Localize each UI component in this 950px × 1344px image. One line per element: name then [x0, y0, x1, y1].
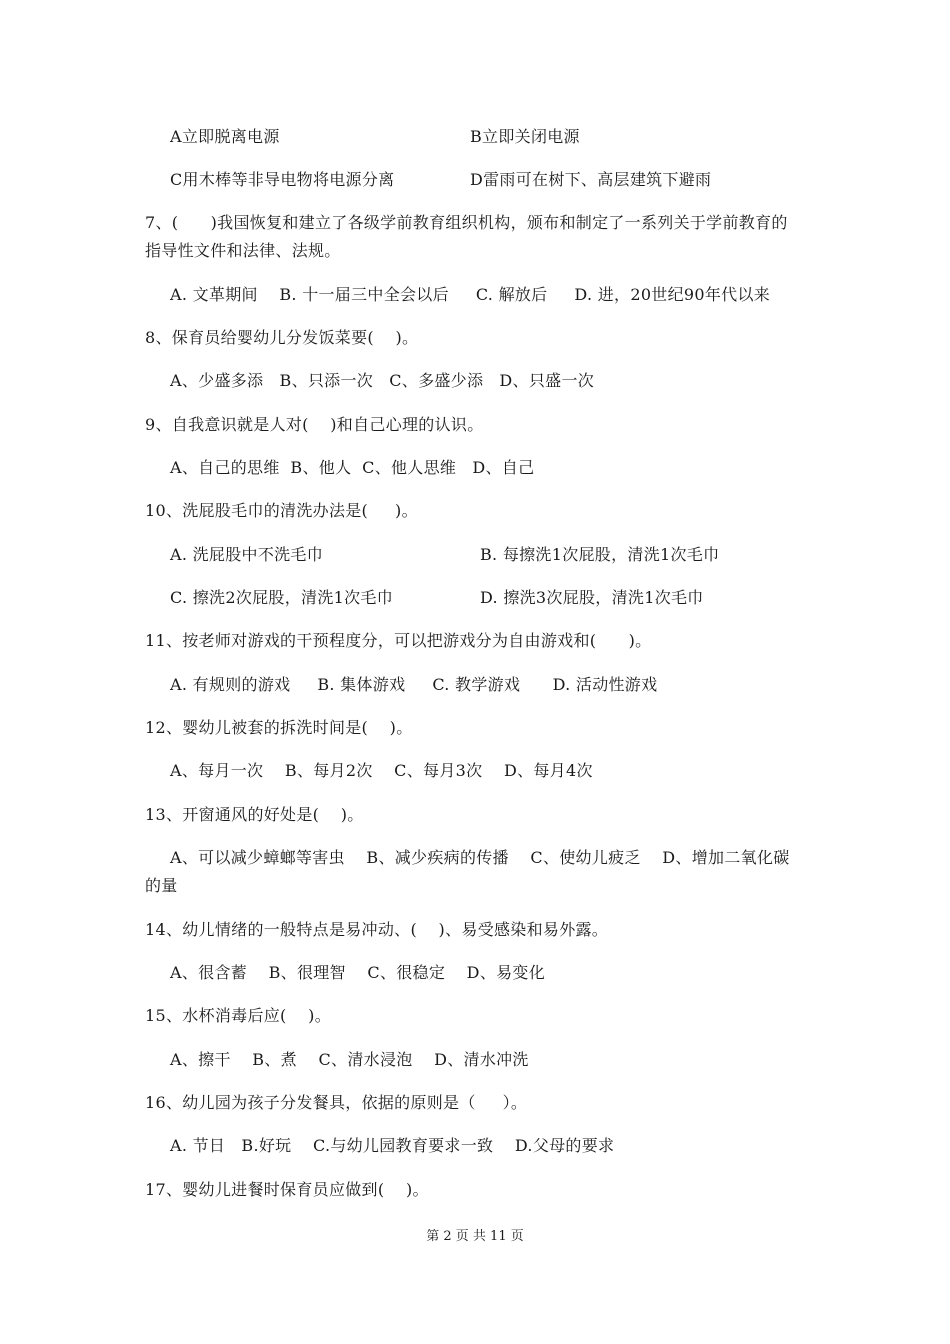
page-footer: 第 2 页 共 11 页 — [426, 1229, 524, 1244]
question-line: 10、洗屁股毛巾的清洗办法是( )。 — [145, 501, 418, 520]
options-line: A. 有规则的游戏 B. 集体游戏 C. 教学游戏 D. 活动性游戏 — [170, 675, 658, 694]
question-line: 13、开窗通风的好处是( )。 — [145, 805, 364, 824]
option-line: B立即关闭电源 — [470, 127, 580, 146]
options-line: A. 节日 B.好玩 C.与幼儿园教育要求一致 D.父母的要求 — [170, 1136, 615, 1155]
options-line: 的量 — [145, 876, 178, 895]
option-line: C. 擦洗2次屁股，清洗1次毛巾 — [170, 588, 394, 607]
question-line: 17、婴幼儿进餐时保育员应做到( )。 — [145, 1180, 429, 1199]
options-line: A、很含蓄 B、很理智 C、很稳定 D、易变化 — [170, 963, 546, 982]
question-line: 15、水杯消毒后应( )。 — [145, 1006, 331, 1025]
option-line: B. 每擦洗1次屁股，清洗1次毛巾 — [480, 545, 720, 564]
question-line: 7、( )我国恢复和建立了各级学前教育组织机构，颁布和制定了一系列关于学前教育的 — [145, 213, 788, 232]
options-line: A、自己的思维 B、他人 C、他人思维 D、自己 — [170, 458, 535, 477]
question-line: 指导性文件和法律、法规。 — [145, 241, 341, 260]
question-line: 11、按老师对游戏的干预程度分，可以把游戏分为自由游戏和( )。 — [145, 631, 652, 650]
option-line: A立即脱离电源 — [170, 127, 280, 146]
options-line: A、可以减少蟑螂等害虫 B、减少疾病的传播 C、使幼儿疲乏 D、增加二氧化碳 — [170, 848, 790, 867]
options-line: A、少盛多添 B、只添一次 C、多盛少添 D、只盛一次 — [170, 371, 595, 390]
question-line: 8、保育员给婴幼儿分发饭菜要( )。 — [145, 328, 419, 347]
option-line: C用木棒等非导电物将电源分离 — [170, 170, 395, 189]
option-line: D. 擦洗3次屁股，清洗1次毛巾 — [480, 588, 704, 607]
question-line: 9、自我意识就是人对( )和自己心理的认识。 — [145, 415, 484, 434]
options-line: A、擦干 B、煮 C、清水浸泡 D、清水冲洗 — [170, 1050, 529, 1069]
option-line: D雷雨可在树下、高层建筑下避雨 — [470, 170, 712, 189]
options-line: A. 文革期间 B. 十一届三中全会以后 C. 解放后 D. 进，20世纪90年代以来 — [170, 285, 771, 304]
question-line: 14、幼儿情绪的一般特点是易冲动、( )、易受感染和易外露。 — [145, 920, 609, 939]
option-line: A. 洗屁股中不洗毛巾 — [170, 545, 324, 564]
options-line: A、每月一次 B、每月2次 C、每月3次 D、每月4次 — [170, 761, 593, 780]
question-line: 16、幼儿园为孩子分发餐具，依据的原则是（ ）。 — [145, 1093, 528, 1112]
question-line: 12、婴幼儿被套的拆洗时间是( )。 — [145, 718, 413, 737]
